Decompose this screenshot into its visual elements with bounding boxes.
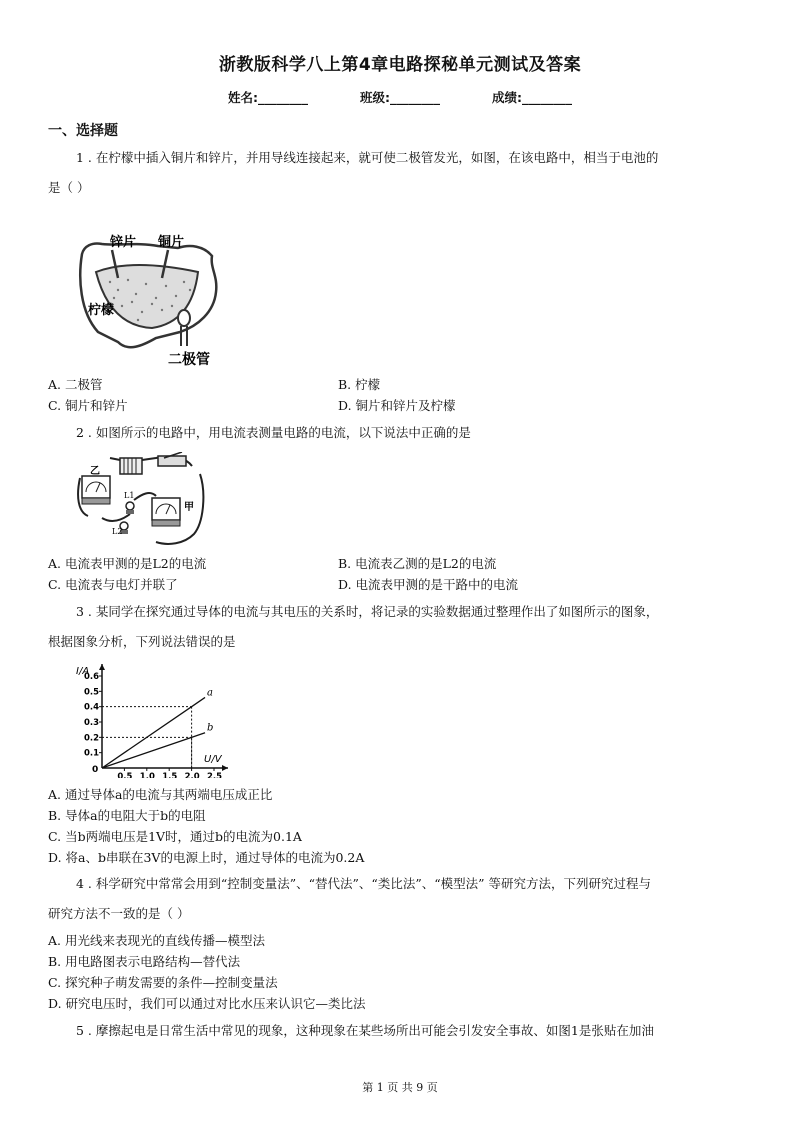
option-a[interactable]: A. 二极管 [48, 377, 103, 392]
series-label-b: b [207, 722, 214, 734]
iv-graph [66, 660, 236, 778]
bulb-l1-icon [126, 502, 134, 514]
origin-label: 0 [92, 765, 99, 775]
y-axis-label: I/A [76, 666, 90, 677]
series-line-b [102, 733, 205, 768]
student-info [0, 88, 800, 106]
option-b[interactable]: B. 电流表乙测的是L2的电流 [338, 556, 497, 571]
label-diode: 二极管 [168, 352, 210, 368]
option-c[interactable]: C. 探究种子萌发需要的条件—控制变量法 [48, 975, 278, 990]
y-tick-label: 0.5 [84, 687, 100, 698]
name-field: 姓名:________ [228, 90, 308, 105]
x-tick-label: 1.5 [162, 772, 178, 778]
label-copper: 铜片 [158, 235, 185, 250]
option-b[interactable]: B. 柠檬 [338, 377, 381, 392]
option-b[interactable]: B. 用电路图表示电路结构—替代法 [48, 954, 241, 969]
circuit-figure [72, 452, 210, 548]
question-4-options [48, 930, 754, 1014]
x-tick-label: 1.0 [139, 772, 155, 778]
question-3-text-cont: 根据图象分析，下列说法错误的是 [48, 634, 236, 649]
option-a[interactable]: A. 通过导体a的电流与其两端电压成正比 [48, 787, 273, 802]
option-a[interactable]: A. 用光线来表现光的直线传播—模型法 [48, 933, 265, 948]
series-label-a: a [207, 687, 214, 699]
ammeter-jia-icon [152, 498, 180, 526]
section-title: 一、选择题 [48, 123, 118, 139]
lemon-battery-figure [72, 228, 222, 370]
question-5 [48, 1016, 754, 1046]
y-tick-label: 0.3 [84, 718, 100, 728]
option-d[interactable]: D. 将a、b串联在3V的电源上时，通过导体的电流为0.2A [48, 850, 365, 865]
question-1-text: 1 . 在柠檬中插入铜片和锌片，并用导线连接起来，就可使二极管发光，如图，在该电路中，相当于电池的 [76, 150, 659, 165]
question-5-text: 5 . 摩擦起电是日常生活中常见的现象，这种现象在某些场所出可能会引发安全事故、如图1是张贴在加油 [76, 1023, 654, 1038]
y-tick-label: 0.2 [84, 733, 100, 744]
question-3-options [48, 784, 754, 868]
document-title: 浙教版科学八上第4章电路探秘单元测试及答案 [218, 55, 582, 75]
question-1-text-cont: 是（ ） [48, 180, 90, 195]
question-1 [48, 143, 754, 203]
switch-icon [158, 452, 186, 466]
question-1-options [48, 374, 754, 416]
ammeter-yi-icon [82, 476, 110, 504]
page-footer: 第 1 页 共 9 页 [362, 1081, 438, 1094]
score-field: 成绩:________ [492, 90, 572, 105]
option-d[interactable]: D. 电流表甲测的是干路中的电流 [338, 577, 519, 592]
x-tick-label: 2.5 [207, 772, 223, 778]
label-jia: 甲 [184, 502, 194, 513]
y-axis-arrow-icon [99, 664, 105, 670]
question-2-options [48, 553, 754, 595]
y-tick-label: 0.4 [84, 702, 100, 713]
question-3-text: 3 . 某同学在探究通过导体的电流与其电压的关系时，将记录的实验数据通过整理作出了如图所示的图象， [76, 604, 659, 619]
y-tick-label: 0.6 [84, 672, 100, 682]
question-2 [48, 418, 754, 448]
question-4-text: 4 . 科学研究中常常会用到“控制变量法”、“替代法”、“类比法”、“模型法” 等研究方法，下列研究过程与 [76, 876, 651, 891]
label-yi: 乙 [90, 466, 100, 477]
question-2-text: 2 . 如图所示的电路中，用电流表测量电路的电流，以下说法中正确的是 [76, 425, 471, 440]
label-zinc: 锌片 [110, 235, 137, 250]
class-field: 班级:________ [360, 90, 440, 105]
y-tick-label: 0.1 [84, 748, 100, 759]
label-l1: L1 [124, 491, 135, 500]
battery-icon [120, 458, 142, 474]
option-c[interactable]: C. 铜片和锌片 [48, 398, 128, 413]
x-axis-label: U/V [204, 754, 222, 765]
option-c[interactable]: C. 当b两端电压是1V时，通过b的电流为0.1A [48, 829, 302, 844]
option-d[interactable]: D. 铜片和锌片及柠檬 [338, 398, 456, 413]
option-c[interactable]: C. 电流表与电灯并联了 [48, 577, 178, 592]
question-4 [48, 869, 754, 929]
option-d[interactable]: D. 研究电压时，我们可以通过对比水压来认识它—类比法 [48, 996, 366, 1011]
label-l2: L2 [112, 527, 123, 536]
option-b[interactable]: B. 导体a的电阻大于b的电阻 [48, 808, 206, 823]
x-tick-label: 0.5 [117, 772, 133, 778]
label-lemon: 柠檬 [88, 303, 115, 318]
x-axis-arrow-icon [222, 765, 228, 771]
series-line-a [102, 697, 205, 768]
question-3 [48, 597, 754, 657]
x-tick-label: 2.0 [184, 772, 200, 778]
option-a[interactable]: A. 电流表甲测的是L2的电流 [48, 556, 207, 571]
question-4-text-cont: 研究方法不一致的是（ ） [48, 906, 190, 921]
